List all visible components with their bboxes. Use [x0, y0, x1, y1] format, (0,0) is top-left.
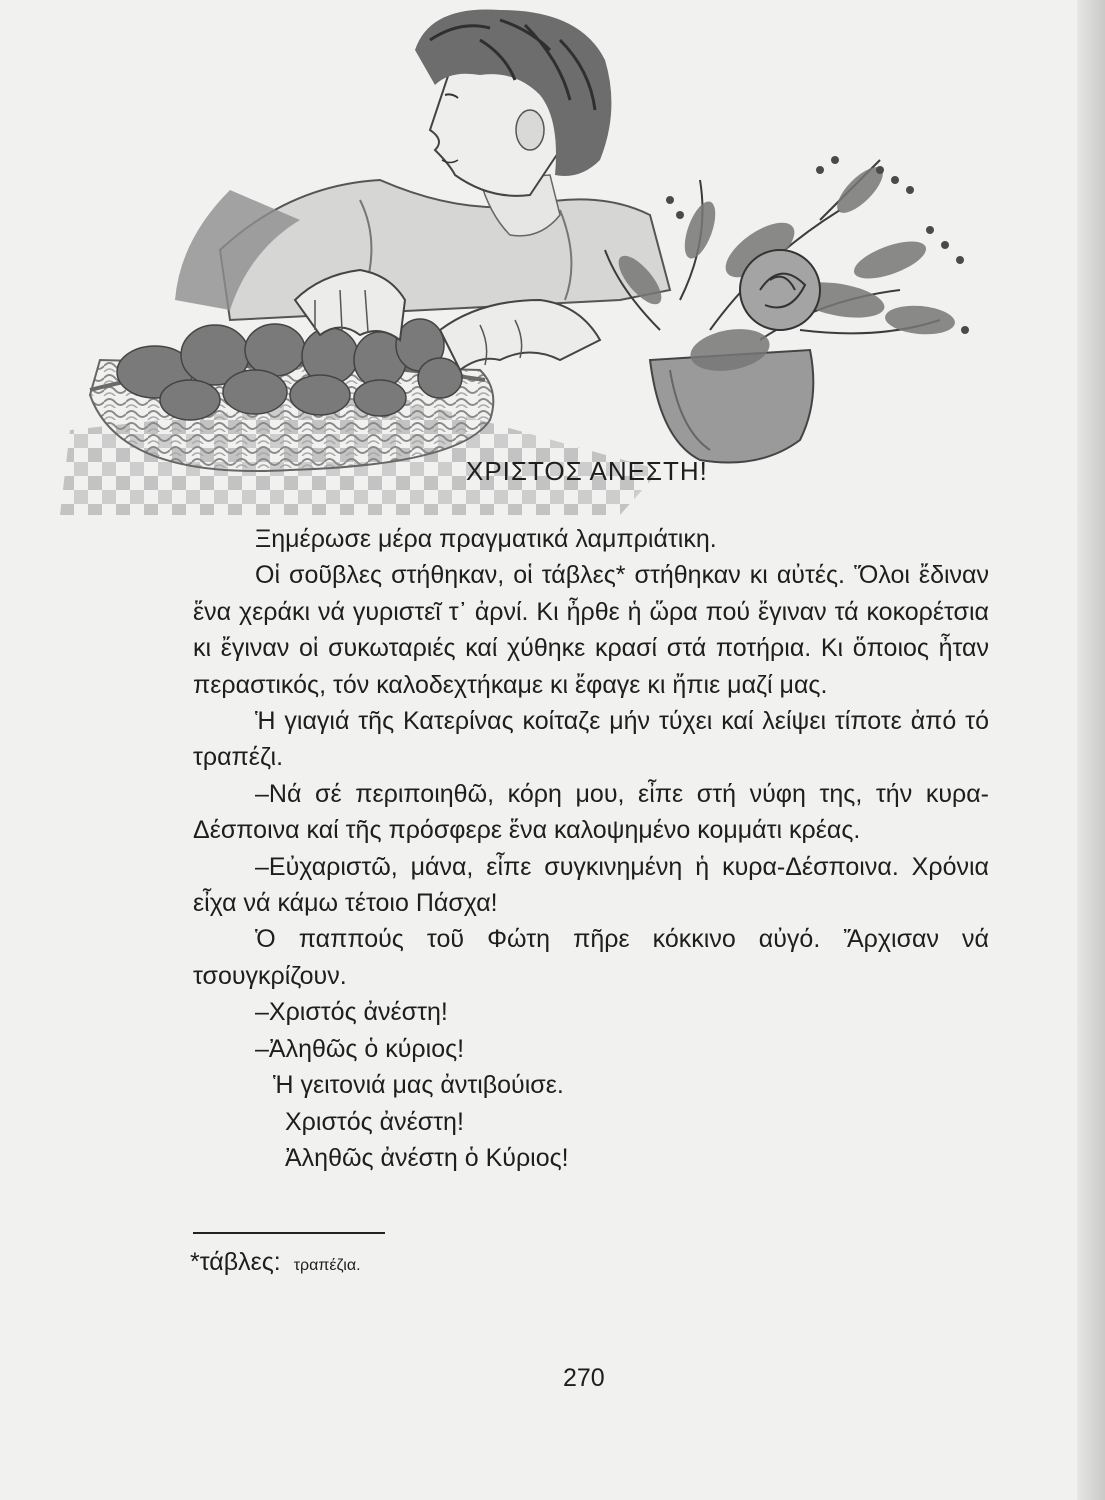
rose — [740, 250, 820, 330]
echo-line: Ἡ γειτονιά μας ἀντιβούισε. — [273, 1071, 564, 1100]
footnote — [190, 1248, 361, 1277]
echo-line: Χριστός ἀνέστη! — [285, 1107, 464, 1136]
page-number: 270 — [563, 1364, 605, 1392]
story-body — [193, 521, 989, 1176]
footnote-definition: τραπέζια. — [293, 1257, 361, 1274]
paragraph: Ἡ γιαγιά τῆς Κατερίνας κοίταζε μήν τύχει καί λείψει τίποτε ἀπό τό τραπέζι. — [193, 707, 989, 772]
footnote-divider — [193, 1232, 385, 1234]
paragraph: Ὁ παππούς τοῦ Φώτη πῆρε κόκκινο αὐγό. Ἄρχισαν νά τσουγκρίζουν. — [193, 925, 989, 990]
paragraph: Ξημέρωσε μέρα πραγματικά λαμπριάτικη. — [255, 525, 717, 553]
paragraph: –Εὐχαριστῶ, μάνα, εἶπε συγκινημένη ἡ κυρα-Δέσποινα. Χρόνια εἶχα νά κάμω τέτοιο Πάσχα! — [193, 852, 989, 918]
footnote-term: *τάβλες: — [190, 1248, 281, 1276]
boy-shirt — [220, 180, 670, 320]
dialogue-line: –Ἀληθῶς ὁ κύριος! — [255, 1034, 465, 1063]
paragraph: –Νά σέ περιποιηθῶ, κόρη μου, εἶπε στή νύφη της, τήν κυρα-Δέσποινα καί τῆς πρόσφερε ἕνα καλοψημένο κομμάτι κρέας. — [193, 779, 989, 845]
echo-line: Ἀληθῶς ἀνέστη ὁ Κύριος! — [285, 1143, 569, 1172]
dialogue-line: –Χριστός ἀνέστη! — [255, 998, 448, 1027]
page-edge-shadow — [1077, 0, 1105, 1500]
story-title: ΧΡΙΣΤΟΣ ΑΝΕΣΤΗ! — [466, 456, 708, 486]
paragraph: Οἱ σοῦβλες στήθηκαν, οἱ τάβλες* στήθηκαν κι αὐτές. Ὅλοι ἔδιναν ἕνα χεράκι νά γυριστεῖ τ᾽ ἀρνί. Κι ἦρθε ἡ ὥρα πού ἔγιναν τά κοκορέτσια κι ἔγιναν οἱ συκωταριές καί χύθηκε κρασί στά ποτήρια. Κι ὅποιος ἦταν περαστικός, τόν καλοδεχτήκαμε κι ἔφαγε κι ἤπιε μαζί μας. — [193, 561, 989, 699]
easter-illustration — [60, 0, 1020, 520]
